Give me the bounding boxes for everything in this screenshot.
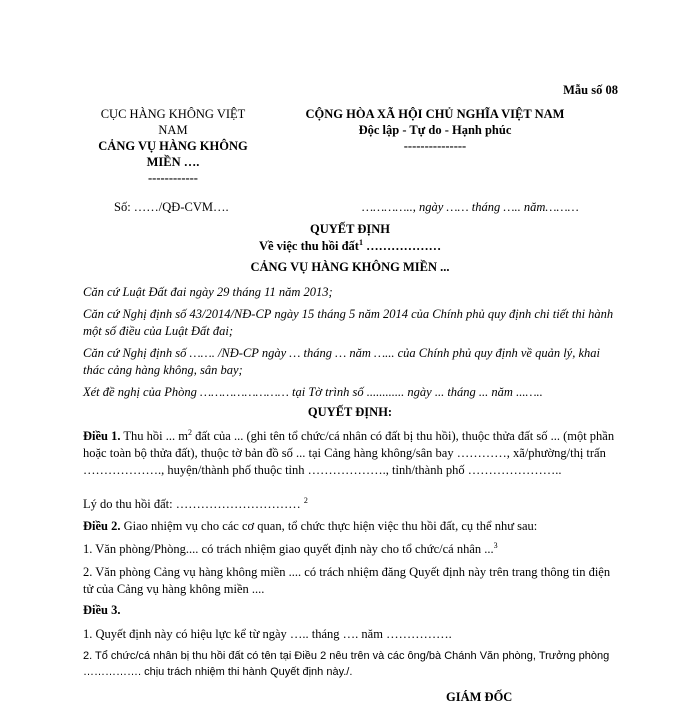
left-header <box>88 106 258 186</box>
article-1-label: Điều 1. <box>83 429 121 443</box>
nation-name: CỘNG HÒA XÃ HỘI CHỦ NGHĨA VIỆT NAM <box>305 107 565 121</box>
area-unit-superscript: 2 <box>187 427 192 437</box>
article-2-item-1-text: 1. Văn phòng/Phòng.... có trách nhiệm giao quyết định này cho tổ chức/cá nhân ... <box>83 542 494 556</box>
article-2-label: Điều 2. <box>83 519 121 533</box>
document-subject <box>0 239 700 254</box>
reason-line <box>83 497 308 512</box>
right-header-rule: --------------- <box>403 139 467 153</box>
document-title: QUYẾT ĐỊNH <box>310 222 390 236</box>
decision-heading: QUYẾT ĐỊNH: <box>307 405 393 419</box>
agency-name-line2: NAM <box>158 123 188 137</box>
article-1-text-b: đất của ... (ghi tên tổ chức/cá nhân có đất bị thu hồi), thuộc thửa đất số ... (một phần hoặc toàn bộ thửa đất), thuộc tờ bản đồ số ... tại Cảng hàng không/sân bay …………, xã/phường/thị trấn ………………., huyện/thành phố thuộc tỉnh ………………., tỉnh/thành phố ………………….. <box>83 429 615 477</box>
article-2 <box>83 518 618 535</box>
article-1 <box>83 428 618 479</box>
left-header-rule: ------------ <box>148 171 198 185</box>
signer-title: GIÁM ĐỐC <box>446 690 513 704</box>
document-date: ………….., ngày …… tháng ….. năm……… <box>362 200 579 214</box>
subject-blank: ……………… <box>362 239 442 253</box>
unit-name-line2: MIỀN …. <box>146 155 200 169</box>
article-2-text: Giao nhiệm vụ cho các cơ quan, tổ chức thực hiện việc thu hồi đất, cụ thể như sau: <box>120 519 538 533</box>
form-number: Mẫu số 08 <box>563 83 618 97</box>
basis-3: Căn cứ Nghị định số ……. /NĐ-CP ngày … tháng … năm …... của Chính phủ quy định về quản lý, khai thác cảng hàng không, sân bay; <box>83 346 600 377</box>
article-3-item-1: 1. Quyết định này có hiệu lực kể từ ngày ….. tháng …. năm ……………. <box>83 627 452 641</box>
article-2-item-2: 2. Văn phòng Cảng vụ hàng không miền .... có trách nhiệm đăng Quyết định này trên trang thông tin điện tử của Cảng vụ hàng không miền .... <box>83 565 611 596</box>
article-2-item-1-footnote: 3 <box>493 540 498 550</box>
article-1-text-a: Thu hồi ... m <box>120 429 188 443</box>
article-3-label: Điều 3. <box>83 603 121 617</box>
subject-text: Về việc thu hồi đất <box>258 239 359 253</box>
article-2-item-1 <box>83 541 618 558</box>
agency-name-line1: CỤC HÀNG KHÔNG VIỆT <box>100 107 246 121</box>
reason-text: Lý do thu hồi đất: ………………………… <box>83 497 301 511</box>
article-3-item-2: 2. Tổ chức/cá nhân bị thu hồi đất có tên tại Điều 2 nêu trên và các ông/bà Chánh Văn phòng, Trưởng phòng ……………. chịu trách nhiệm thi hành Quyết định này./. <box>83 650 610 678</box>
national-motto: Độc lập - Tự do - Hạnh phúc <box>358 123 512 137</box>
subject-footnote: 1 <box>358 237 363 247</box>
basis-2: Căn cứ Nghị định số 43/2014/NĐ-CP ngày 15 tháng 5 năm 2014 của Chính phủ quy định chi tiết thi hành một số điều của Luật Đất đai; <box>83 307 614 338</box>
basis-1: Căn cứ Luật Đất đai ngày 29 tháng 11 năm 2013; <box>83 285 333 299</box>
basis-4: Xét đề nghị của Phòng …………………… tại Tờ trình số ............ ngày ... tháng ... năm ...….. <box>83 385 543 399</box>
issuing-authority: CẢNG VỤ HÀNG KHÔNG MIỀN ... <box>250 260 450 274</box>
right-header <box>290 106 580 154</box>
document-number: Số: ……/QĐ-CVM…. <box>114 200 229 214</box>
unit-name-line1: CẢNG VỤ HÀNG KHÔNG <box>98 139 248 153</box>
reason-footnote: 2 <box>303 495 308 505</box>
